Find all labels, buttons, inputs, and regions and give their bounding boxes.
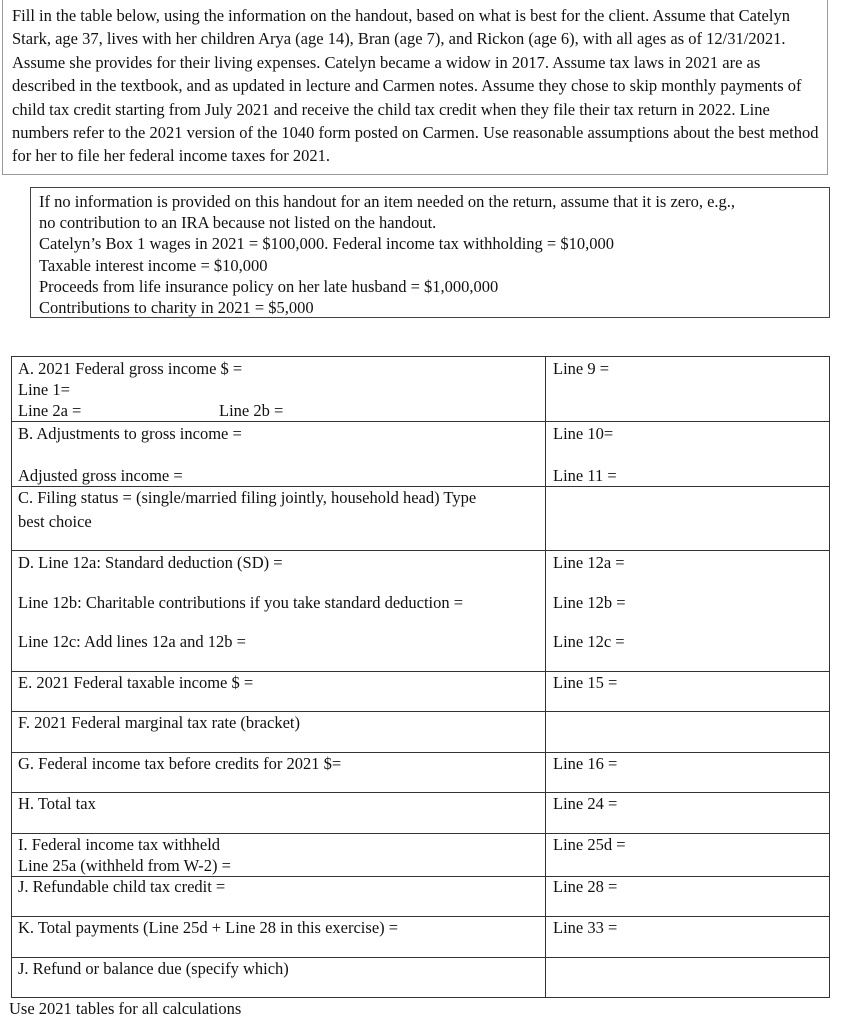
line-10-label: Line 10= (553, 424, 614, 443)
line-12b-label: Line 12b = (553, 593, 626, 612)
row-divider (12, 916, 829, 917)
agi-label: Adjusted gross income = (18, 466, 183, 485)
column-divider (545, 357, 546, 997)
info-line-interest: Taxable interest income = $10,000 (39, 255, 268, 275)
taxable-income-label: E. 2021 Federal taxable income $ = (18, 673, 254, 692)
line-33-label: Line 33 = (553, 918, 618, 937)
line-25a-label: Line 25a (withheld from W-2) = (18, 856, 231, 875)
line-2b-label: Line 2b = (219, 401, 284, 420)
line-12a-label: Line 12a = (553, 553, 625, 572)
info-line: If no information is provided on this handout for an item needed on the return, assume that it is zero, e.g., (39, 192, 736, 211)
row-divider (12, 421, 829, 422)
instructions-box (2, 0, 828, 175)
filing-status-label-2: best choice (18, 512, 92, 531)
tax-before-credits-label: G. Federal income tax before credits for 2021 $= (18, 754, 342, 773)
info-line-charity: Contributions to charity in 2021 = $5,000 (39, 298, 314, 318)
child-tax-credit-label: J. Refundable child tax credit = (18, 877, 226, 896)
adjustments-label: B. Adjustments to gross income = (18, 424, 242, 443)
total-tax-label: H. Total tax (18, 794, 96, 813)
info-line-life-insurance: Proceeds from life insurance policy on her late husband = $1,000,000 (39, 276, 499, 296)
add-lines-label: Line 12c: Add lines 12a and 12b = (18, 632, 246, 651)
handout-info-box (30, 187, 830, 318)
tax-worksheet-table (11, 356, 830, 998)
line-15-label: Line 15 = (553, 673, 618, 692)
footer-note: Use 2021 tables for all calculations (9, 999, 242, 1018)
line-11-label: Line 11 = (553, 466, 617, 485)
line-9-label: Line 9 = (553, 359, 610, 378)
tax-withheld-label: I. Federal income tax withheld (18, 835, 221, 854)
row-divider (12, 833, 829, 834)
line-12c-label: Line 12c = (553, 632, 625, 651)
filing-status-label: C. Filing status = (single/married filing jointly, household head) Type (18, 488, 477, 507)
info-line-wages: Catelyn’s Box 1 wages in 2021 = $100,000. Federal income tax withholding = $10,000 (39, 234, 614, 254)
row-divider (12, 711, 829, 712)
row-divider (12, 957, 829, 958)
total-payments-label: K. Total payments (Line 25d + Line 28 in this exercise) = (18, 918, 399, 937)
line-2a-label: Line 2a = (18, 401, 82, 420)
instructions-text: Fill in the table below, using the information on the handout, based on what is best for the client. Assume that Catelyn Stark, age 37, lives with her children Arya (age 14), Bran (age 7), and Rickon (age 6), with all ages as of 12/31/2021. Assume she provides for their living expenses. Catelyn became a widow in 2017. Assume tax laws in 2021 are as described in the textbook, and as updated in lecture and Carmen notes. Assume they chose to skip monthly payments of child tax credit starting from July 2021 and receive the child tax credit when they file their tax return in 2022. Line numbers refer to the 2021 version of the 1040 form posted on Carmen. Use reasonable assumptions about the best method for her to file her federal income taxes for 2021. (12, 6, 819, 166)
info-line: no contribution to an IRA because not listed on the handout. (39, 213, 437, 233)
line-1-label: Line 1= (18, 380, 70, 399)
standard-deduction-label: D. Line 12a: Standard deduction (SD) = (18, 553, 283, 572)
row-divider (12, 671, 829, 672)
line-28-label: Line 28 = (553, 877, 618, 896)
row-divider (12, 550, 829, 551)
row-divider (12, 752, 829, 753)
charitable-contributions-label: Line 12b: Charitable contributions if you take standard deduction = (18, 593, 464, 612)
gross-income-label: A. 2021 Federal gross income $ = (18, 359, 243, 378)
row-divider (12, 792, 829, 793)
line-25d-label: Line 25d = (553, 835, 626, 854)
row-divider (12, 486, 829, 487)
line-24-label: Line 24 = (553, 794, 618, 813)
line-16-label: Line 16 = (553, 754, 618, 773)
marginal-rate-label: F. 2021 Federal marginal tax rate (bracket) (18, 713, 300, 732)
refund-or-balance-label: J. Refund or balance due (specify which) (18, 959, 289, 978)
